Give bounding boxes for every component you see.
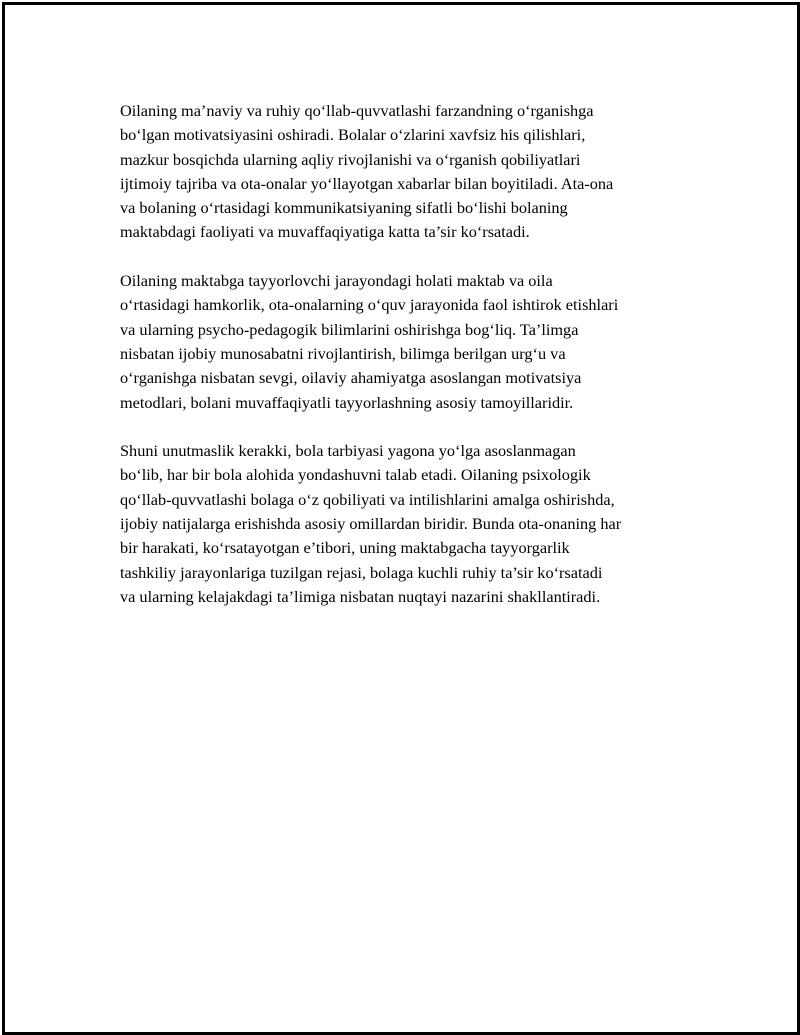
paragraph-1 [120, 99, 705, 245]
text-line: va ularning kelajakdagi ta’limiga nisbatan nuqtayi nazarini shakllantiradi. [120, 586, 601, 606]
text-line: bir harakati, ko‘rsatayotgan e’tibori, uning maktabgacha tayyorgarlik [120, 538, 570, 558]
document-body [120, 99, 705, 634]
text-line: maktabdagi faoliyati va muvaffaqiyatiga katta ta’sir ko‘rsatadi. [120, 222, 530, 242]
page-border [2, 2, 800, 1035]
text-line: mazkur bosqichda ularning aqliy rivojlanishi va o‘rganish qobiliyatlari [120, 149, 581, 169]
text-line: va ularning psycho-pedagogik bilimlarini oshirishga bog‘liq. Ta’limga [120, 319, 579, 339]
text-line: ijtimoiy tajriba va ota-onalar yo‘llayotgan xabarlar bilan boyitiladi. Ata-ona [120, 173, 614, 193]
text-line: nisbatan ijobiy munosabatni rivojlantirish, bilimga berilgan urg‘u va [120, 343, 566, 363]
text-line: ijobiy natijalarga erishishda asosiy omillardan biridir. Bunda ota-onaning har [120, 514, 622, 534]
text-line: bo‘lgan motivatsiyasini oshiradi. Bolalar o‘zlarini xavfsiz his qilishlari, [120, 125, 586, 145]
paragraph-3 [120, 439, 705, 609]
text-line: Oilaning ma’naviy va ruhiy qo‘llab-quvvatlashi farzandning o‘rganishga [120, 101, 594, 120]
text-line: bo‘lib, har bir bola alohida yondashuvni talab etadi. Oilaning psixologik [120, 465, 591, 485]
paragraph-2 [120, 269, 705, 415]
text-line: tashkiliy jarayonlariga tuzilgan rejasi, bolaga kuchli ruhiy ta’sir ko‘rsatadi [120, 562, 603, 582]
text-line: va bolaning o‘rtasidagi kommunikatsiyaning sifatli bo‘lishi bolaning [120, 198, 568, 218]
text-line: Shuni unutmaslik kerakki, bola tarbiyasi yagona yo‘lga asoslanmagan [120, 441, 576, 461]
text-line: Oilaning maktabga tayyorlovchi jarayondagi holati maktab va oila [120, 271, 553, 291]
text-line: qo‘llab-quvvatlashi bolaga o‘z qobiliyati va intilishlarini amalga oshirishda, [120, 489, 615, 509]
text-line: o‘rtasidagi hamkorlik, ota-onalarning o‘quv jarayonida faol ishtirok etishlari [120, 295, 619, 315]
text-line: metodlari, bolani muvaffaqiyatli tayyorlashning asosiy tamoyillaridir. [120, 392, 574, 412]
text-line: o‘rganishga nisbatan sevgi, oilaviy ahamiyatga asoslangan motivatsiya [120, 368, 582, 388]
